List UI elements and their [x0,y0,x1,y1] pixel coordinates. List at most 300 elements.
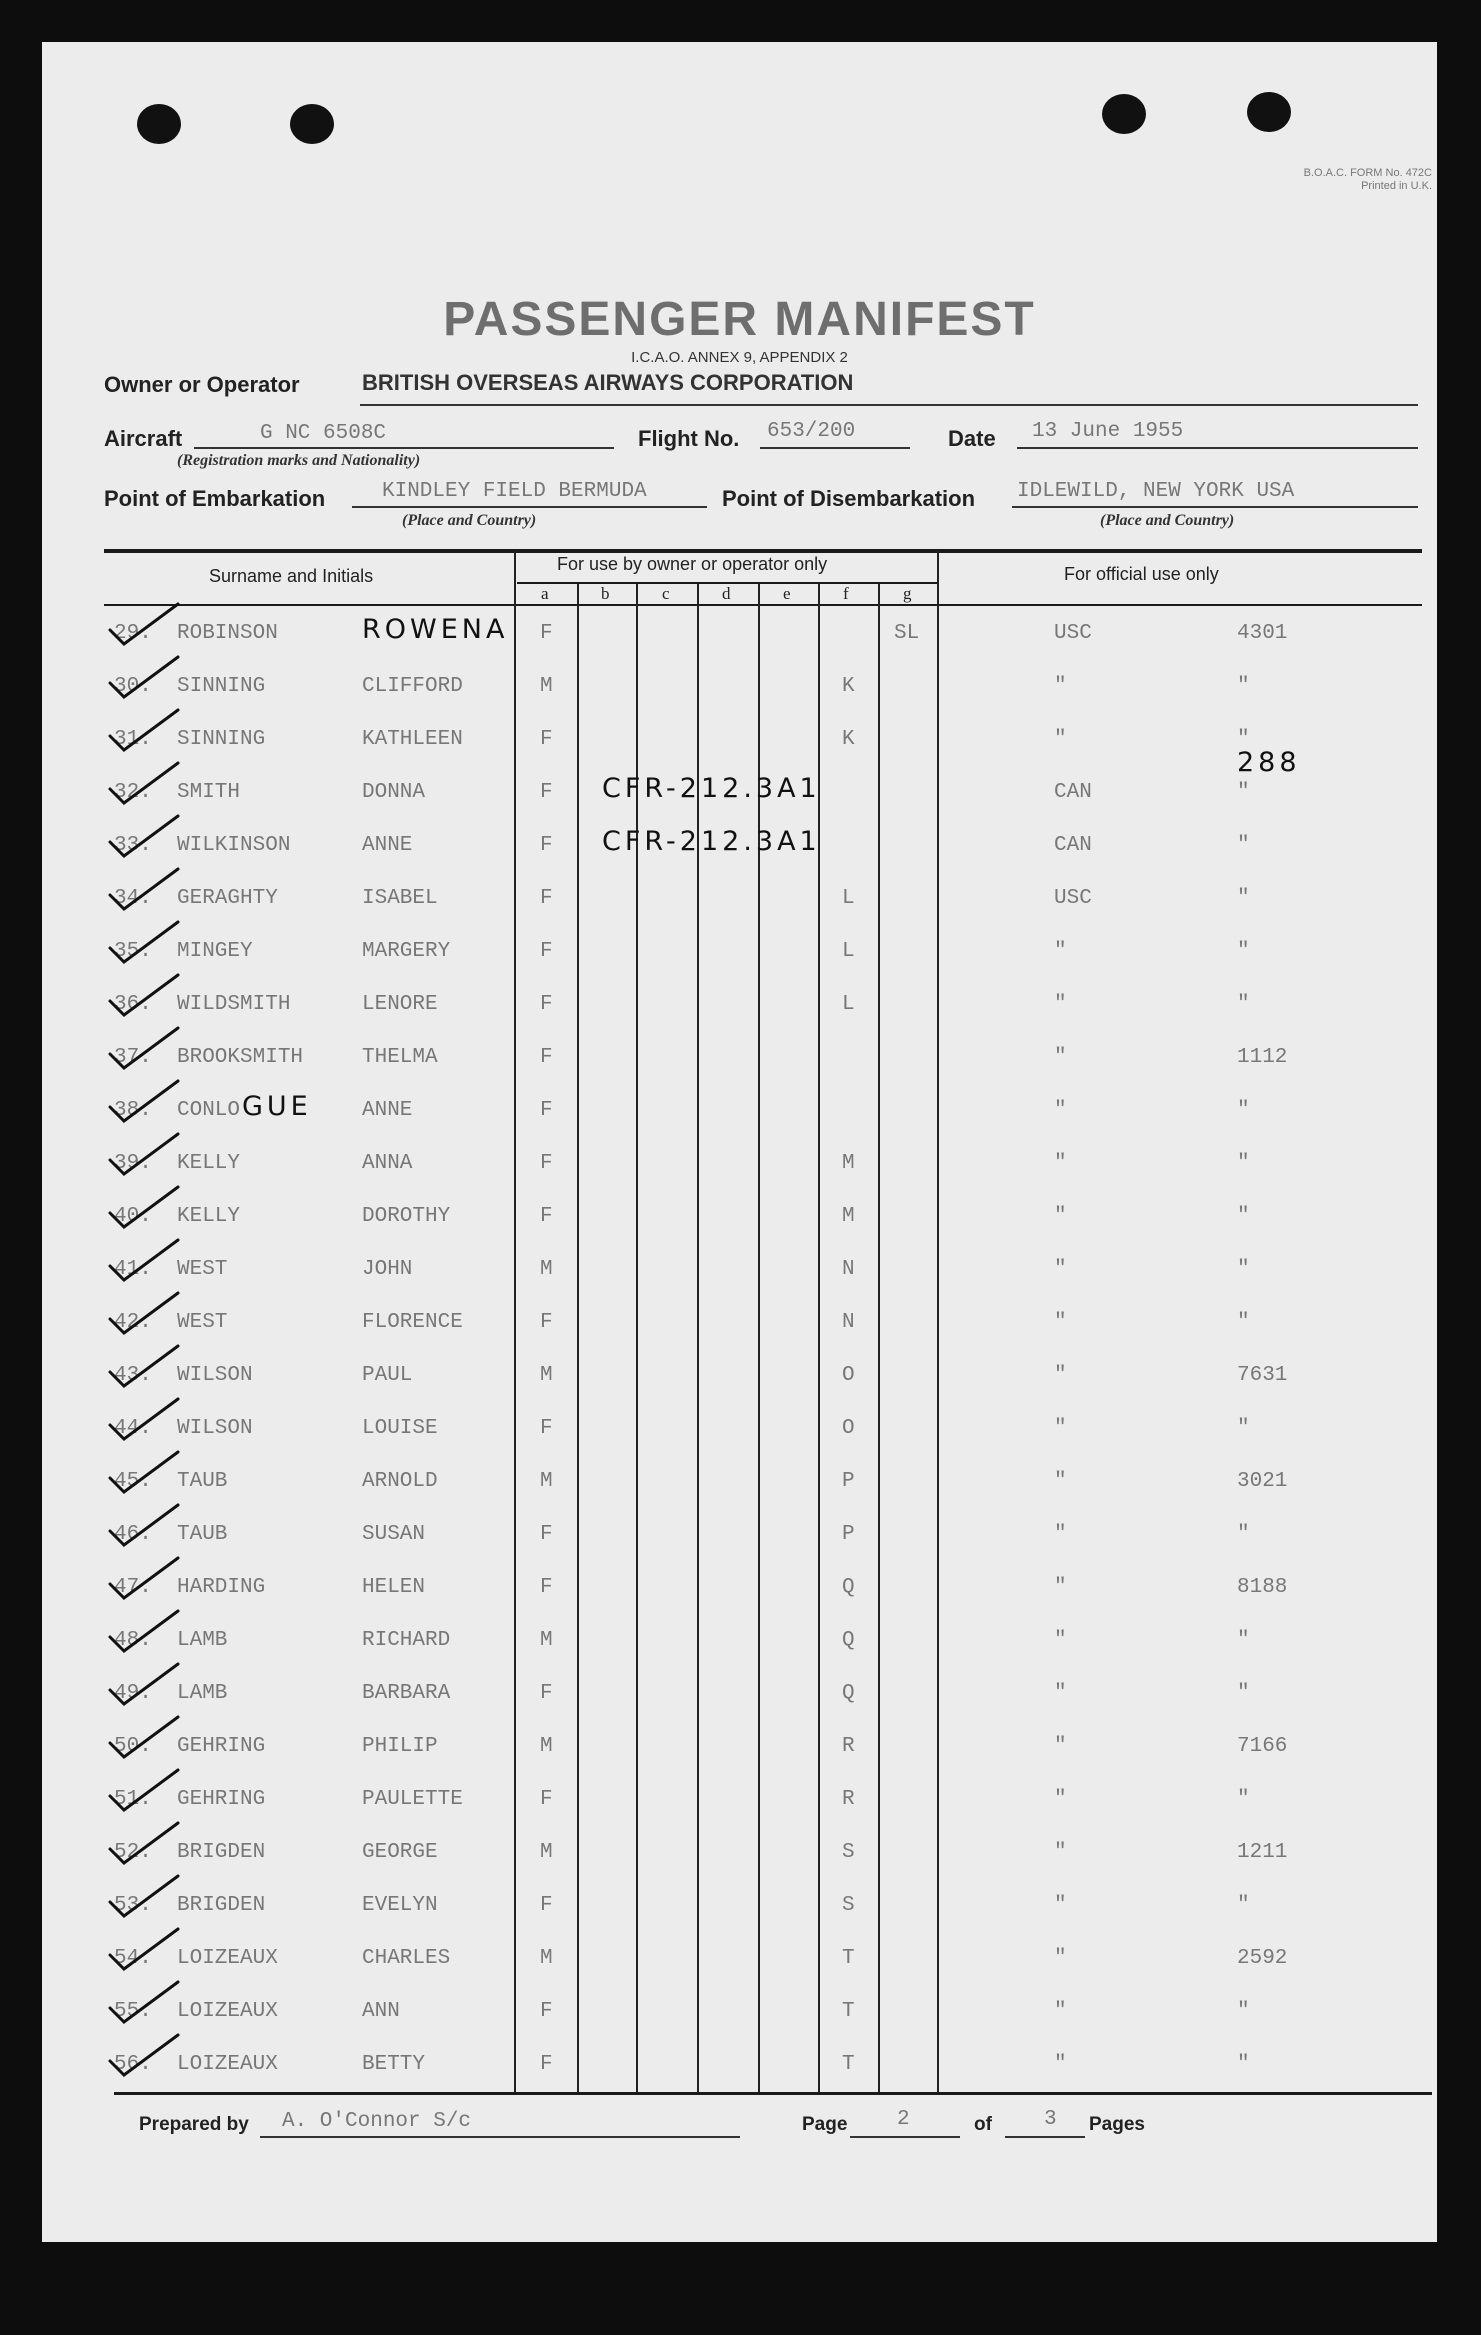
surname: WEST [177,1258,228,1281]
official-citizenship: " [1054,2000,1067,2023]
table-row [42,1405,1437,1457]
given-name: HELEN [362,1576,426,1599]
table-top-rule [104,549,1422,553]
official-number: " [1237,2053,1250,2076]
registration-note: (Registration marks and Nationality) [177,452,421,469]
given-name: CHARLES [362,1947,451,1970]
given-name: RICHARD [362,1629,451,1652]
row-number: 49. [114,1682,152,1705]
flight-label: Flight No. [638,426,740,451]
official-citizenship: " [1054,940,1067,963]
table-row [42,1140,1437,1192]
official-citizenship: " [1054,1788,1067,1811]
col-a-sex: M [540,1947,553,1970]
disembarkation-label: Point of Disembarkation [722,486,976,511]
embarkation-note: (Place and Country) [402,512,537,529]
punch-hole [1247,92,1291,132]
row-number: 55. [114,2000,152,2023]
prepared-underline [260,2136,740,2138]
given-name: DONNA [362,781,426,804]
official-number: 7166 [1237,1735,1288,1758]
col-a-sex: F [540,940,553,963]
given-name: JOHN [362,1258,413,1281]
checkmark-icon [104,1289,184,1337]
col-a-sex: F [540,1894,553,1917]
row-number: 45. [114,1470,152,1493]
checkmark-icon [104,1130,184,1178]
official-citizenship: " [1054,1364,1067,1387]
table-row [42,1776,1437,1828]
col-a-sex: F [540,1788,553,1811]
official-citizenship: " [1054,1046,1067,1069]
col-f-group: O [842,1364,855,1387]
row-number: 37. [114,1046,152,1069]
col-f-group: Q [842,1629,855,1652]
col-f-group: T [842,2053,855,2076]
table-row [42,1617,1437,1669]
given-name: ANNE [362,1099,413,1122]
col-header-owner: For use by owner or operator only [557,554,828,574]
surname: LOIZEAUX [177,2053,278,2076]
official-number: " [1237,1682,1250,1705]
punch-hole [137,104,181,144]
official-number: " [1237,728,1250,751]
page-underline [850,2136,960,2138]
official-citizenship: " [1054,1682,1067,1705]
col-a-sex: M [540,1735,553,1758]
official-number: " [1237,993,1250,1016]
surname: TAUB [177,1470,228,1493]
surname: HARDING [177,1576,266,1599]
handwritten-cfr-code: CFR-212.3A1 [602,773,821,804]
official-number: 1211 [1237,1841,1288,1864]
surname: CONLO [177,1099,241,1122]
col-header-surname: Surname and Initials [209,566,374,586]
official-citizenship: CAN [1054,834,1092,857]
official-number: " [1237,1894,1250,1917]
official-number: " [1237,1788,1250,1811]
row-number: 50. [114,1735,152,1758]
page-label: Page [802,2114,848,2135]
col-a-sex: F [540,1523,553,1546]
row-number: 41. [114,1258,152,1281]
checkmark-icon [104,865,184,913]
row-number: 31. [114,728,152,751]
surname: WILDSMITH [177,993,291,1016]
checkmark-icon [104,1077,184,1125]
given-name: EVELYN [362,1894,438,1917]
handwritten-note: 288 [1237,747,1301,778]
official-citizenship: " [1054,675,1067,698]
checkmark-icon [104,971,184,1019]
official-number: " [1237,1099,1250,1122]
row-number: 38. [114,1099,152,1122]
col-f-group: T [842,2000,855,2023]
col-a-sex: F [540,2000,553,2023]
official-citizenship: " [1054,1629,1067,1652]
table-row [42,747,1437,821]
given-name: FLORENCE [362,1311,463,1334]
checkmark-icon [104,1872,184,1920]
checkmark-icon [104,1554,184,1602]
checkmark-icon [104,600,184,648]
col-a-sex: F [540,887,553,910]
official-citizenship: " [1054,1576,1067,1599]
surname: GEHRING [177,1788,266,1811]
table-row [42,1458,1437,1510]
row-number: 43. [114,1364,152,1387]
col-a-sex: M [540,1258,553,1281]
col-header-official: For official use only [1064,564,1219,584]
checkmark-icon [104,1183,184,1231]
flight-value: 653/200 [767,420,856,443]
col-g-code: SL [894,622,920,645]
given-name: THELMA [362,1046,438,1069]
form-number: B.O.A.C. FORM No. 472C Printed in U.K. [1303,167,1432,192]
page-title: PASSENGER MANIFEST [443,293,1036,346]
col-letter-e: e [783,584,791,603]
col-a-sex: F [540,1205,553,1228]
col-a-sex: F [540,2053,553,2076]
official-citizenship: USC [1054,887,1092,910]
owner-value: BRITISH OVERSEAS AIRWAYS CORPORATION [362,370,854,395]
col-a-sex: F [540,781,553,804]
row-number: 30. [114,675,152,698]
surname: LOIZEAUX [177,2000,278,2023]
official-number: 3021 [1237,1470,1288,1493]
col-a-sex: F [540,993,553,1016]
surname: SINNING [177,675,266,698]
header-bottom-rule [104,604,1422,606]
surname: BRIGDEN [177,1894,266,1917]
official-citizenship: " [1054,1099,1067,1122]
row-number: 52. [114,1841,152,1864]
official-number: " [1237,781,1250,804]
surname: WILSON [177,1364,253,1387]
official-number: " [1237,1417,1250,1440]
row-number: 47. [114,1576,152,1599]
prepared-value: A. O'Connor S/c [282,2110,472,2133]
total-underline [1005,2136,1085,2138]
table-row [42,1564,1437,1616]
official-citizenship: " [1054,1152,1067,1175]
col-a-sex: F [540,728,553,751]
official-citizenship: CAN [1054,781,1092,804]
given-name: PAUL [362,1364,413,1387]
row-number: 46. [114,1523,152,1546]
official-number: " [1237,1523,1250,1546]
table-row [42,1882,1437,1934]
given-name: BETTY [362,2053,426,2076]
given-name: GEORGE [362,1841,438,1864]
col-a-sex: F [540,1311,553,1334]
col-a-sex: M [540,675,553,698]
given-name: PHILIP [362,1735,438,1758]
official-citizenship: " [1054,2053,1067,2076]
col-f-group: M [842,1152,855,1175]
col-f-group: O [842,1417,855,1440]
given-name: ANNE [362,834,413,857]
checkmark-icon [104,1819,184,1867]
checkmark-icon [104,2031,184,2079]
col-f-group: L [842,993,855,1016]
table-row [42,981,1437,1033]
col-f-group: P [842,1523,855,1546]
official-number: " [1237,1205,1250,1228]
given-name: DOROTHY [362,1205,451,1228]
checkmark-icon [104,1978,184,2026]
punch-hole [1102,94,1146,134]
surname: KELLY [177,1152,241,1175]
given-name: LOUISE [362,1417,438,1440]
punch-hole [290,104,334,144]
col-a-sex: F [540,834,553,857]
table-row [42,1352,1437,1404]
col-a-sex: F [540,1682,553,1705]
col-a-sex: M [540,1629,553,1652]
checkmark-icon [104,759,184,807]
col-a-sex: F [540,1046,553,1069]
col-f-group: M [842,1205,855,1228]
table-row [42,1087,1437,1139]
row-number: 54. [114,1947,152,1970]
col-f-group: S [842,1841,855,1864]
official-number: 1112 [1237,1046,1288,1069]
given-name: PAULETTE [362,1788,463,1811]
official-number: " [1237,1311,1250,1334]
table-row [42,610,1437,662]
col-letter-f: f [843,584,849,603]
checkmark-icon [104,706,184,754]
disembarkation-value: IDLEWILD, NEW YORK USA [1017,480,1295,503]
given-name: BARBARA [362,1682,451,1705]
col-letter-g: g [903,584,912,603]
row-number: 40. [114,1205,152,1228]
col-a-sex: M [540,1364,553,1387]
col-f-group: L [842,887,855,910]
given-name: CLIFFORD [362,675,463,698]
col-a-sex: F [540,1417,553,1440]
embarkation-label: Point of Embarkation [104,486,326,511]
official-citizenship: " [1054,1258,1067,1281]
given-name: ANNA [362,1152,413,1175]
table-row [42,1193,1437,1245]
table-row [42,1511,1437,1563]
official-citizenship: " [1054,1470,1067,1493]
handwritten-cfr-code: CFR-212.3A1 [602,826,821,857]
handwritten-given-name: ROWENA [362,614,509,645]
col-letter-b: b [601,584,610,603]
table-row [42,2041,1437,2093]
surname: TAUB [177,1523,228,1546]
official-number: " [1237,834,1250,857]
checkmark-icon [104,1660,184,1708]
table-row [42,1935,1437,1987]
table-row [42,716,1437,768]
total-value: 3 [1044,2108,1057,2131]
surname: GERAGHTY [177,887,278,910]
table-row [42,1723,1437,1775]
of-label: of [974,2114,992,2135]
checkmark-icon [104,653,184,701]
checkmark-icon [104,1024,184,1072]
date-underline [1017,447,1418,449]
surname: WEST [177,1311,228,1334]
official-citizenship: " [1054,1841,1067,1864]
col-f-group: L [842,940,855,963]
checkmark-icon [104,1395,184,1443]
row-number: 44. [114,1417,152,1440]
col-f-group: N [842,1258,855,1281]
pages-label: Pages [1089,2114,1145,2135]
row-number: 36. [114,993,152,1016]
col-f-group: N [842,1311,855,1334]
page-value: 2 [897,2108,910,2131]
official-citizenship: " [1054,1311,1067,1334]
official-number: " [1237,1258,1250,1281]
table-row [42,1034,1437,1086]
owner-underline [360,404,1418,406]
given-name: MARGERY [362,940,451,963]
page-subtitle: I.C.A.O. ANNEX 9, APPENDIX 2 [631,349,848,366]
col-f-group: Q [842,1682,855,1705]
col-letter-d: d [722,584,731,603]
date-label: Date [948,426,996,451]
row-number: 51. [114,1788,152,1811]
given-name: ANN [362,2000,400,2023]
official-number: 8188 [1237,1576,1288,1599]
row-number: 35. [114,940,152,963]
col-a-sex: F [540,1099,553,1122]
official-citizenship: " [1054,993,1067,1016]
col-a-sex: F [540,622,553,645]
checkmark-icon [104,1236,184,1284]
table-row [42,822,1437,874]
table-row [42,663,1437,715]
row-number: 53. [114,1894,152,1917]
official-number: " [1237,675,1250,698]
table-row [42,1670,1437,1722]
table-row [42,1829,1437,1881]
col-letter-c: c [662,584,670,603]
given-name: ISABEL [362,887,438,910]
embarkation-value: KINDLEY FIELD BERMUDA [382,480,647,503]
checkmark-icon [104,1766,184,1814]
official-citizenship: " [1054,1947,1067,1970]
row-number: 29. [114,622,152,645]
official-number: 4301 [1237,622,1288,645]
col-f-group: R [842,1788,855,1811]
date-value: 13 June 1955 [1032,420,1184,443]
official-number: " [1237,887,1250,910]
official-citizenship: " [1054,1894,1067,1917]
row-number: 33. [114,834,152,857]
given-name: LENORE [362,993,438,1016]
row-number: 34. [114,887,152,910]
col-f-group: S [842,1894,855,1917]
disembarkation-note: (Place and Country) [1100,512,1235,529]
surname: BRIGDEN [177,1841,266,1864]
checkmark-icon [104,1501,184,1549]
col-f-group: Q [842,1576,855,1599]
checkmark-icon [104,1448,184,1496]
row-number: 32. [114,781,152,804]
col-a-sex: F [540,1152,553,1175]
row-number: 42. [114,1311,152,1334]
surname: GEHRING [177,1735,266,1758]
official-number: " [1237,1629,1250,1652]
col-letter-a: a [541,584,549,603]
official-citizenship: USC [1054,622,1092,645]
checkmark-icon [104,1342,184,1390]
checkmark-icon [104,1607,184,1655]
official-citizenship: " [1054,1523,1067,1546]
row-number: 48. [114,1629,152,1652]
official-number: " [1237,1152,1250,1175]
manifest-sheet [42,42,1437,2242]
surname: LOIZEAUX [177,1947,278,1970]
official-number: 7631 [1237,1364,1288,1387]
col-f-group: P [842,1470,855,1493]
embarkation-underline [352,506,707,508]
prepared-label: Prepared by [139,2114,249,2135]
aircraft-underline [194,447,614,449]
flight-underline [760,447,910,449]
row-number: 56. [114,2053,152,2076]
col-f-group: K [842,728,855,751]
row-number: 39. [114,1152,152,1175]
table-row [42,1299,1437,1351]
surname: WILKINSON [177,834,291,857]
surname: KELLY [177,1205,241,1228]
aircraft-label: Aircraft [104,426,183,451]
checkmark-icon [104,1713,184,1761]
disembarkation-underline [1012,506,1418,508]
official-number: 2592 [1237,1947,1288,1970]
surname: ROBINSON [177,622,278,645]
checkmark-icon [104,918,184,966]
handwritten-surname-correction: GUE [242,1091,312,1122]
given-name: SUSAN [362,1523,426,1546]
col-f-group: T [842,1947,855,1970]
official-citizenship: " [1054,728,1067,751]
col-a-sex: M [540,1470,553,1493]
surname: WILSON [177,1417,253,1440]
official-number: " [1237,2000,1250,2023]
table-row [42,1246,1437,1298]
col-f-group: K [842,675,855,698]
official-citizenship: " [1054,1205,1067,1228]
official-citizenship: " [1054,1735,1067,1758]
checkmark-icon [104,1925,184,1973]
owner-label: Owner or Operator [104,372,300,397]
col-f-group: R [842,1735,855,1758]
given-name: ARNOLD [362,1470,438,1493]
checkmark-icon [104,812,184,860]
given-name: KATHLEEN [362,728,463,751]
table-row [42,928,1437,980]
table-row [42,1988,1437,2040]
surname: BROOKSMITH [177,1046,304,1069]
col-a-sex: F [540,1576,553,1599]
official-citizenship: " [1054,1417,1067,1440]
table-row [42,875,1437,927]
aircraft-value: G NC 6508C [260,422,387,445]
surname: MINGEY [177,940,253,963]
col-a-sex: M [540,1841,553,1864]
surname: SINNING [177,728,266,751]
official-number: " [1237,940,1250,963]
